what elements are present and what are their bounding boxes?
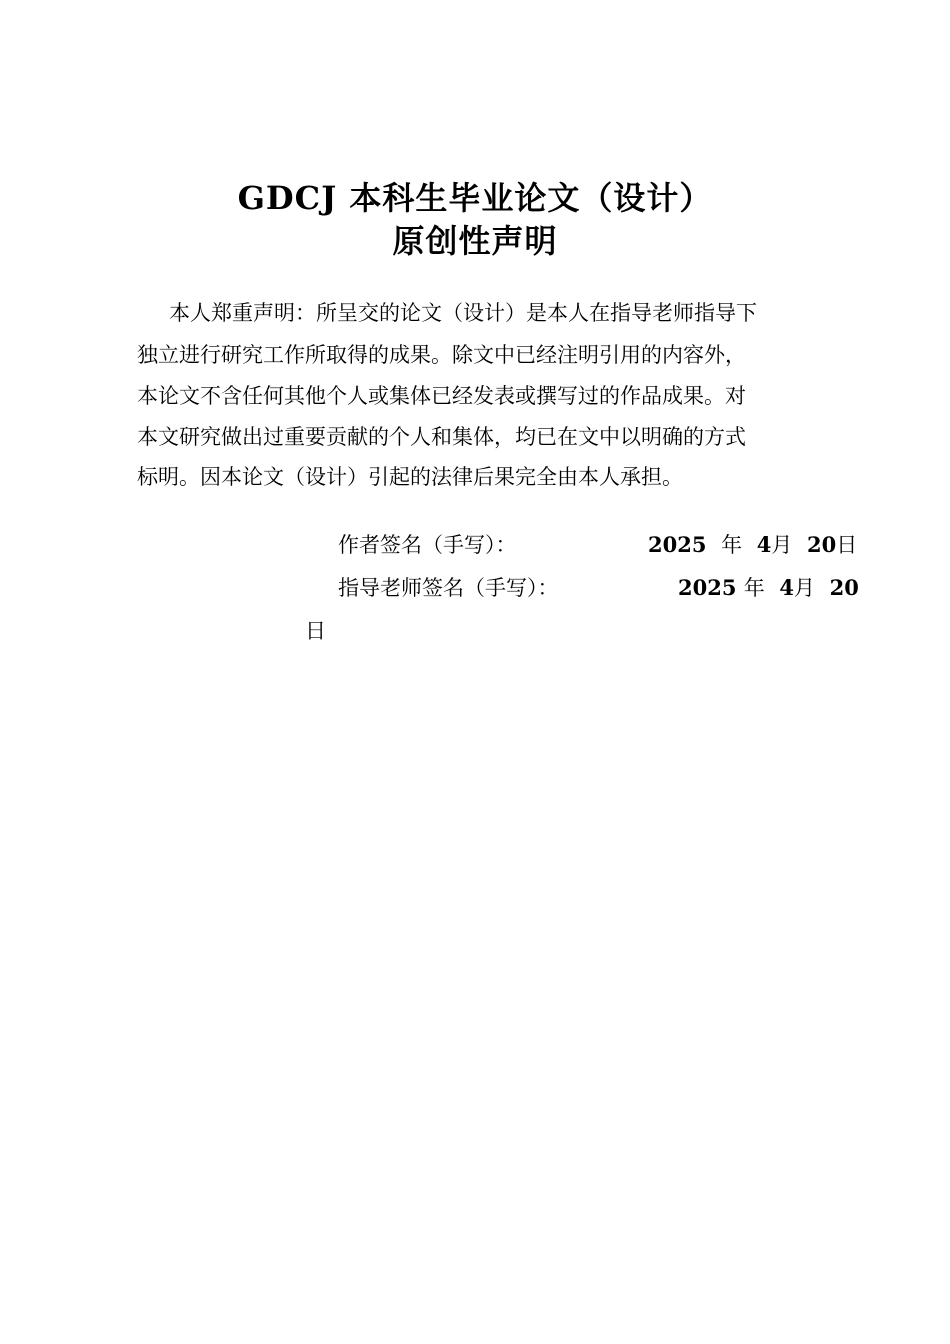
declaration-line: 本论文不含任何其他个人或集体已经发表或撰写过的作品成果。对 xyxy=(137,384,746,408)
author-signature-date xyxy=(648,530,857,560)
author-date-day: 20 xyxy=(806,532,837,557)
advisor-signature-label: 指导老师签名（手写）： xyxy=(338,576,559,600)
author-date-year-unit: 年 xyxy=(721,533,743,557)
author-date-month-unit: 月 xyxy=(771,533,793,557)
advisor-signature-date xyxy=(678,573,859,603)
advisor-date-day: 20 xyxy=(829,575,859,600)
advisor-date-year-unit: 年 xyxy=(743,576,765,600)
page-title: GDCJ 本科生毕业论文（设计） xyxy=(237,179,713,217)
advisor-date-day-unit: 日 xyxy=(305,619,326,643)
author-date-day-unit: 日 xyxy=(836,533,858,557)
author-signature-label: 作者签名（手写）： xyxy=(338,533,517,557)
declaration-line: 标明。因本论文（设计）引起的法律后果完全由本人承担。 xyxy=(137,465,683,489)
advisor-date-month: 4 xyxy=(779,575,795,600)
author-date-month: 4 xyxy=(756,532,772,557)
advisor-date-year: 2025 xyxy=(678,575,737,600)
page-subtitle: 原创性声明 xyxy=(392,222,558,260)
author-date-year: 2025 xyxy=(648,532,707,557)
declaration-line: 本文研究做出过重要贡献的个人和集体，均已在文中以明确的方式 xyxy=(137,425,746,449)
declaration-line: 本人郑重声明：所呈交的论文（设计）是本人在指导老师指导下 xyxy=(169,301,757,325)
declaration-line: 独立进行研究工作所取得的成果。除文中已经注明引用的内容外， xyxy=(137,343,746,367)
advisor-date-month-unit: 月 xyxy=(794,576,816,600)
